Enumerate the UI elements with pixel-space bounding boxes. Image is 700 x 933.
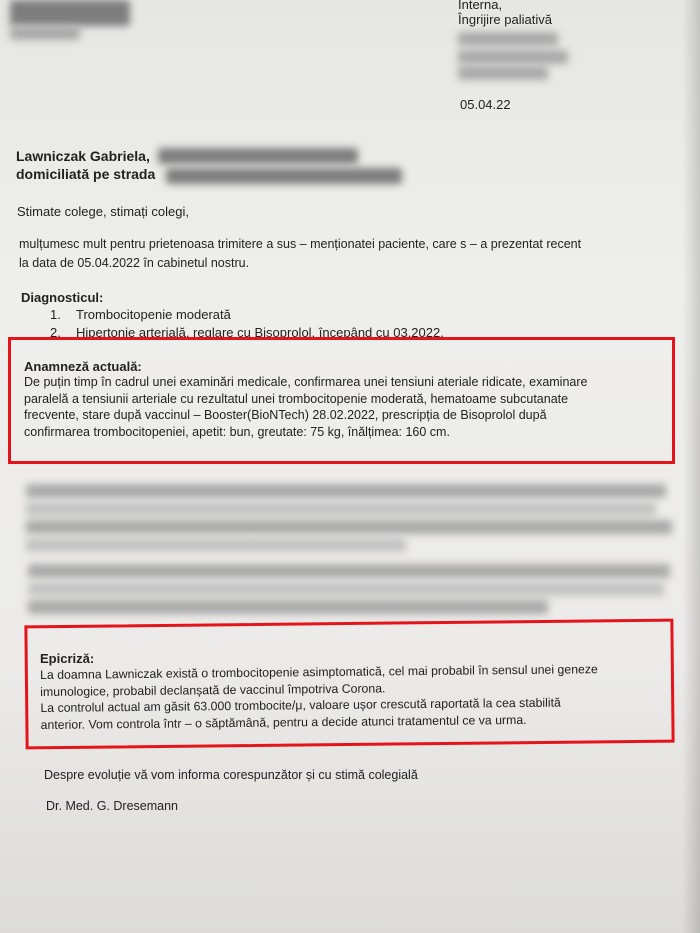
- diagnosis-item-2-number: 2.: [50, 325, 61, 340]
- redacted-paragraph: [26, 520, 672, 534]
- redacted-paragraph: [28, 582, 664, 596]
- epicrisis-line: anterior. Vom controla într – o săptămână, pentru a decide atunci tratamentul ce va urma.: [40, 712, 527, 732]
- redacted-paragraph: [26, 502, 656, 516]
- diagnosis-item-1-number: 1.: [50, 307, 61, 322]
- redacted-paragraph: [26, 538, 406, 552]
- epicrisis-heading: Epicriză:: [40, 651, 95, 666]
- anamnesis-line: frecvente, stare după vaccinul – Booster(BioNTech) 28.02.2022, prescripția de Bisoprolol după: [24, 408, 547, 422]
- redacted-address-block: [458, 32, 558, 46]
- epicrisis-line: La controlul actual am găsit 63.000 trombocite/μ, valoare ușor crescută raportată la cea stabilită: [40, 695, 561, 715]
- page-shadow: [682, 0, 700, 933]
- diagnosis-item-2: Hipertonie arterială, reglare cu Bisoprolol, începând cu 03.2022.: [76, 325, 444, 340]
- signature: Dr. Med. G. Dresemann: [46, 799, 178, 813]
- redacted-paragraph: [26, 484, 666, 498]
- epicrisis-body: [40, 661, 651, 733]
- anamnesis-line: confirmarea trombocitopeniei, apetit: bun, greutate: 75 kg, înălțimea: 160 cm.: [24, 424, 450, 439]
- redacted-address: [166, 168, 402, 184]
- diagnosis-heading: Diagnosticul:: [21, 290, 104, 305]
- diagnosis-item-1: Trombocitopenie moderată: [76, 307, 231, 322]
- department-line-1: Interna,: [458, 0, 503, 12]
- intro-line-2: la data de 05.04.2022 în cabinetul nostru.: [19, 256, 250, 270]
- redacted-letterhead: [10, 0, 130, 26]
- redacted-patient-details: [158, 148, 358, 164]
- letter-date: 05.04.22: [460, 97, 511, 112]
- anamnesis-line: paralelă a tensiunii arteriale cu rezultatul unei trombocitopenie moderată, hematoame subcutanate: [24, 391, 569, 406]
- redacted-paragraph: [28, 600, 548, 614]
- epicrisis-line: imunologice, probabil declanșată de vaccinul împotriva Corona.: [40, 680, 386, 699]
- patient-name: Lawniczak Gabriela,: [16, 148, 150, 164]
- anamnesis-heading: Anamneză actuală:: [24, 359, 142, 374]
- epicrisis-line: La doamna Lawniczak există o trombocitopenie asimptomatică, cel mai probabil în sensul unei geneze: [40, 662, 598, 682]
- redacted-letterhead-line: [10, 26, 80, 40]
- redacted-paragraph: [28, 564, 670, 578]
- anamnesis-body: [24, 374, 648, 440]
- closing-sentence: Despre evoluție vă vom informa corespunzător și cu stimă colegială: [44, 768, 418, 782]
- anamnesis-line: De puțin timp în cadrul unei examinări medicale, confirmarea unei tensiuni ateriale ridicate, examinare: [24, 375, 588, 389]
- department-line-2: Îngrijire paliativă: [458, 12, 552, 27]
- redacted-address-block: [458, 50, 568, 64]
- intro-line-1: mulțumesc mult pentru prietenoasa trimitere a sus – menționatei paciente, care s – a prezentat recent: [19, 237, 582, 251]
- greeting: Stimate colege, stimați colegi,: [17, 204, 189, 219]
- patient-address-label: domiciliată pe strada: [16, 166, 156, 182]
- redacted-address-block: [458, 66, 548, 80]
